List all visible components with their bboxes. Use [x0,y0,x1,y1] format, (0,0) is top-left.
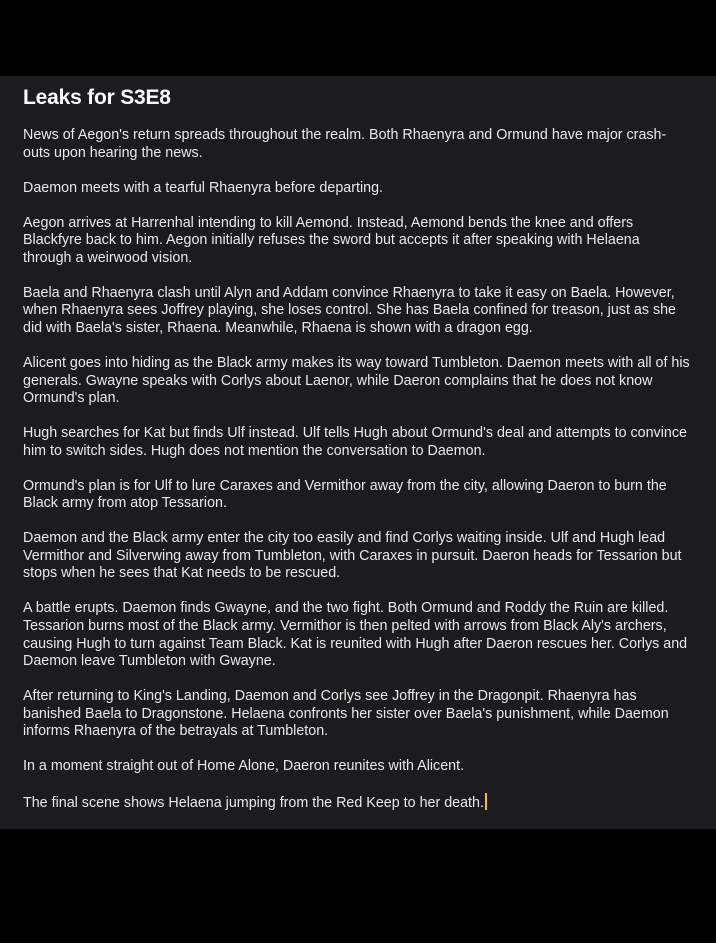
note-paragraph[interactable]: Aegon arrives at Harrenhal intending to kill Aemond. Instead, Aemond bends the knee and offers Blackfyre back to him. Aegon initially refuses the sword but accepts it after speaking with Helaena through a weirwood vision. [23,214,640,266]
note-paragraph[interactable]: Alicent goes into hiding as the Black army makes its way toward Tumbleton. Daemon meets with all of his generals. Gwayne speaks with Corlys about Laenor, while Daeron complains that he does not know Ormund's plan. [23,354,690,407]
note-last-paragraph[interactable] [23,793,692,813]
note-paragraph[interactable]: After returning to King's Landing, Daemon and Corlys see Joffrey in the Dragonpit. Rhaenyra has banished Baela to Dragonstone. Helaena confronts her sister over Baela's punishment, while Daemon informs Rhaenyra of the betrayals at Tumbleton. [23,688,669,740]
note-paragraph[interactable]: News of Aegon's return spreads throughout the realm. Both Rhaenyra and Ormund have major crash-outs upon hearing the news. [23,127,667,161]
text-cursor [485,793,487,810]
note-paragraph[interactable]: Hugh searches for Kat but finds Ulf instead. Ulf tells Hugh about Ormund's deal and attempts to convince him to switch sides. Hugh does not mention the conversation to Daemon. [23,425,687,459]
note-paragraph-text: The final scene shows Helaena jumping from the Red Keep to her death. [23,795,484,812]
note-paragraph[interactable]: Baela and Rhaenyra clash until Alyn and Addam convince Rhaenyra to take it easy on Baela. However, when Rhaenyra sees Joffrey playing, she loses control. She has Baela confined for treason, just as she did with Baela's sister, Rhaena. Meanwhile, Rhaena is shown with a dragon egg. [23,284,677,336]
note-panel[interactable] [0,76,716,829]
note-paragraph[interactable]: Ormund's plan is for Ulf to lure Caraxes and Vermithor away from the city, allowing Daeron to burn the Black army from atop Tessarion. [23,477,667,512]
note-paragraph[interactable]: In a moment straight out of Home Alone, Daeron reunites with Alicent. [23,758,465,775]
note-paragraph[interactable]: Daemon meets with a tearful Rhaenyra before departing. [23,179,384,196]
note-title[interactable]: Leaks for S3E8 [23,86,171,109]
note-paragraph[interactable]: A battle erupts. Daemon finds Gwayne, and the two fight. Both Ormund and Roddy the Ruin are killed. Tessarion burns most of the Black army. Vermithor is then pelted with arrows from Black Aly's archers, causing Hugh to turn against Team Black. Kat is reunited with Hugh after Daeron rescues her. Corlys and Daemon leave Tumbleton with Gwayne. [23,600,688,670]
note-paragraph[interactable]: Daemon and the Black army enter the city too easily and find Corlys waiting inside. Ulf and Hugh lead Vermithor and Silverwing away from Tumbleton, with Caraxes in pursuit. Daeron heads for Tessarion but stops when he sees that Kat needs to be rescued. [23,530,682,582]
